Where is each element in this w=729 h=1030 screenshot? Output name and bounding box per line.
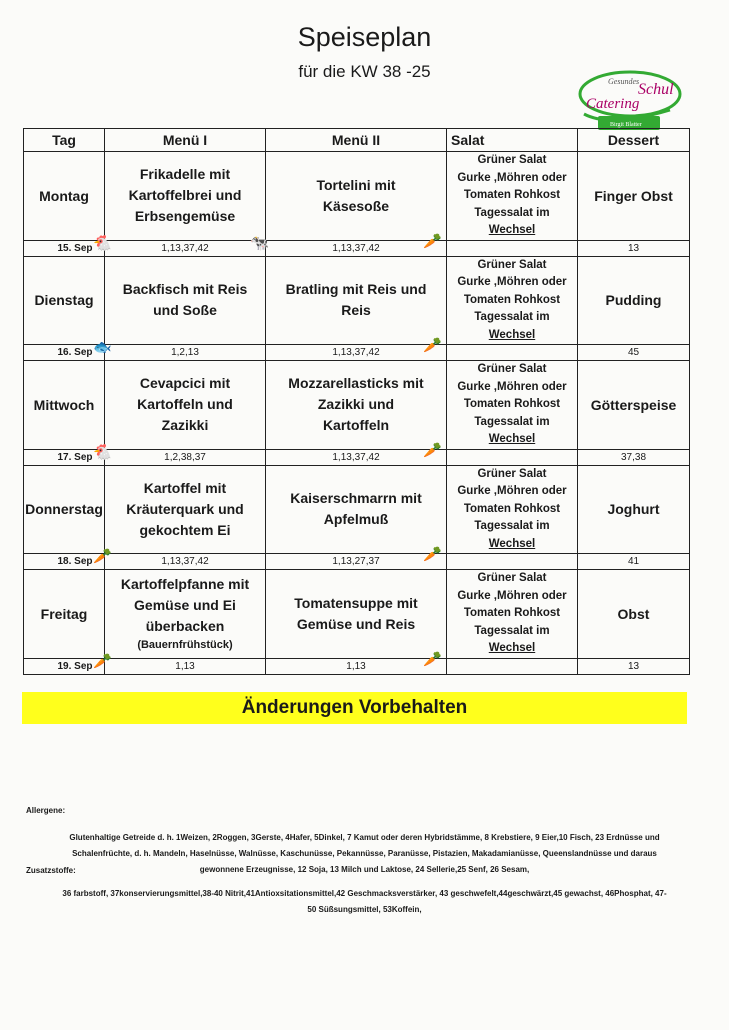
salat-cell [447, 570, 578, 659]
column-header-menu1: Menü I [105, 129, 266, 152]
dessert-cell: Joghurt [578, 465, 690, 554]
salat-line: Tomaten Rohkost [463, 293, 561, 306]
table-row [24, 465, 690, 554]
menu2-codes: 1,13 [266, 658, 447, 674]
logo-bottom-text: Birgit Blatter [610, 122, 642, 128]
chicken-icon: 🐔 [93, 443, 112, 461]
menu1-line: und Soße [153, 302, 217, 319]
date-cell: 17. Sep [24, 449, 105, 465]
salat-cell [447, 152, 578, 241]
menu1-line: überbacken [145, 618, 225, 635]
salat-line: Tomaten Rohkost [463, 398, 561, 410]
salat-line: Grüner Salat [477, 467, 547, 480]
menu1-codes: 1,13,37,42 [105, 554, 266, 570]
vegetable-icon: 🥕 [423, 441, 442, 459]
menu1-line: Kartoffel mit [143, 479, 227, 496]
salat-line: Tagessalat im [474, 311, 550, 323]
zusatz-label: Zusatzstoffe: [26, 866, 76, 875]
menu2-codes: 1,13,37,42 [266, 345, 447, 361]
menu-table [23, 128, 690, 675]
day-cell: Mittwoch [24, 361, 105, 450]
vegetable-icon: 🥕 [423, 232, 442, 250]
page-title: Speiseplan [297, 22, 432, 52]
vegetable-icon: 🥕 [93, 652, 112, 670]
salat-line: Tagessalat im [474, 624, 550, 637]
allergen-code-row [24, 554, 690, 570]
menu1-codes: 1,13,37,42 [105, 240, 266, 256]
menu2-line: Kartoffeln [322, 417, 390, 434]
column-header-menu2: Menü II [266, 129, 447, 152]
menu1-line: Kartoffelbrei und [128, 187, 242, 204]
salat-line: Grüner Salat [477, 154, 547, 166]
allergene-label: Allergene: [26, 806, 66, 815]
menu2-line: Reis [341, 302, 371, 319]
salat-line: Tagessalat im [474, 415, 550, 428]
menu2-line: Apfelmuß [323, 511, 389, 528]
menu1-line: Gemüse und Ei [134, 597, 236, 614]
dessert-codes: 41 [578, 554, 690, 570]
salat-line: Tomaten Rohkost [463, 607, 561, 619]
salat-line: Tagessalat im [474, 520, 550, 532]
salat-line: Wechsel [488, 642, 536, 654]
salat-line: Wechsel [488, 433, 536, 445]
menu2-line: Mozzarellasticks mit [288, 375, 424, 392]
salat-line: Tomaten Rohkost [463, 189, 561, 201]
menu1-codes: 1,2,13 [105, 345, 266, 361]
salat-line: Wechsel [488, 224, 536, 236]
menu2-line: Tomatensuppe mit [294, 594, 418, 611]
logo-main-text: Schul [638, 81, 674, 98]
menu1-line: Kartoffeln und [137, 396, 233, 413]
salat-codes [447, 658, 578, 674]
menu2-line: Käsesoße [322, 197, 390, 214]
menu2-codes: 1,13,37,42 [266, 449, 447, 465]
dessert-codes: 37,38 [578, 449, 690, 465]
date-cell: 18. Sep [24, 554, 105, 570]
menu1-line: Backfisch mit Reis [122, 281, 248, 298]
salat-codes [447, 345, 578, 361]
menu1-line: Kartoffelpfanne mit [120, 576, 250, 593]
allergen-code-row [24, 240, 690, 256]
menu2-codes: 1,13,37,42 [266, 240, 447, 256]
chicken-icon: 🐔 [93, 234, 112, 252]
allergen-code-row [24, 449, 690, 465]
date-cell: 19. Sep [24, 658, 105, 674]
salat-line: Grüner Salat [477, 258, 547, 271]
day-cell: Freitag [24, 570, 105, 659]
page-subtitle: für die KW 38 -25 [298, 62, 431, 81]
date-cell: 16. Sep [24, 345, 105, 361]
menu2-line: Bratling mit Reis und [285, 281, 427, 298]
zusatz-line-2: 50 Süßsungsmittel, 53Koffein, [307, 905, 422, 914]
menu1-line: Cevapcici mit [139, 375, 231, 392]
salat-codes [447, 449, 578, 465]
menu1-line: gekochtem Ei [139, 521, 231, 538]
salat-line: Gurke ,Möhren oder [457, 589, 567, 602]
menu1-codes: 1,13 [105, 658, 266, 674]
day-cell: Donnerstag [24, 465, 105, 554]
vegetable-icon: 🥕 [423, 337, 442, 354]
menu1-line: Erbsengemüse [134, 208, 236, 225]
table-header-row [24, 129, 690, 152]
salat-line: Gurke ,Möhren oder [457, 485, 567, 497]
salat-line: Gurke ,Möhren oder [457, 380, 567, 393]
salat-cell [447, 361, 578, 450]
fish-icon: 🐟 [93, 339, 112, 356]
vegetable-icon: 🥕 [93, 548, 112, 565]
salat-cell [447, 465, 578, 554]
table-row [24, 152, 690, 241]
dessert-codes: 45 [578, 345, 690, 361]
logo-main-text-2: Catering [586, 96, 640, 112]
menu1-note: (Bauernfrühstück) [137, 639, 233, 652]
dessert-cell: Pudding [578, 256, 690, 345]
date-cell: 15. Sep [24, 240, 105, 256]
menu2-line: Zazikki und [317, 396, 395, 413]
allergen-code-row [24, 658, 690, 674]
vegetable-icon: 🥕 [423, 546, 442, 563]
allergene-line-1: Glutenhaltige Getreide d. h. 1Weizen, 2Roggen, 3Gerste, 4Hafer, 5Dinkel, 7 Kamut oder deren Hybridstämme, 8 Krebstiere, 9 Eier,10 Fisch, 23 Erdnüsse und [69, 833, 660, 842]
salat-line: Wechsel [488, 537, 536, 550]
table-row [24, 570, 690, 659]
dessert-codes: 13 [578, 658, 690, 674]
dessert-cell: Finger Obst [578, 152, 690, 241]
dessert-cell: Obst [578, 570, 690, 659]
menu2-codes: 1,13,27,37 [266, 554, 447, 570]
logo-top-text: Gesundes [608, 77, 640, 86]
column-header-day: Tag [24, 129, 105, 152]
salat-line: Gurke ,Möhren oder [457, 171, 567, 184]
salat-line: Tagessalat im [474, 206, 550, 219]
salat-line: Wechsel [488, 328, 536, 341]
menu2-line: Gemüse und Reis [296, 615, 416, 632]
catering-logo [570, 64, 688, 132]
cow-icon: 🐄 [250, 234, 269, 252]
menu1-line: Kräuterquark und [126, 500, 244, 517]
salat-codes [447, 554, 578, 570]
zusatz-line-1: 36 farbstoff, 37konservierungsmittel,38-40 Nitrit,41Antioxsitationsmittel,42 Geschmacksverstärker, 43 geschwefelt,44geschwärzt,45 gewachst, 46Phosphat, 47- [62, 889, 667, 898]
salat-line: Tomaten Rohkost [463, 502, 561, 515]
vegetable-icon: 🥕 [423, 650, 442, 668]
menu1-codes: 1,2,38,37 [105, 449, 266, 465]
column-header-dessert: Dessert [578, 129, 690, 152]
day-cell: Montag [24, 152, 105, 241]
allergen-code-row [24, 345, 690, 361]
menu1-line: Frikadelle mit [139, 166, 231, 183]
table-row [24, 256, 690, 345]
table-row [24, 361, 690, 450]
menu2-line: Kaiserschmarrn mit [290, 490, 422, 507]
salat-cell [447, 256, 578, 345]
day-cell: Dienstag [24, 256, 105, 345]
changes-reserved-banner: Änderungen Vorbehalten [22, 692, 687, 724]
allergene-line-2: Schalenfrüchte, d. h. Mandeln, Haselnüsse, Walnüsse, Kaschunüsse, Pekannüsse, Paranüsse, Pistazien, Makadamianüsse, Queenslandnüsse und daraus [72, 849, 657, 858]
dessert-cell: Götterspeise [578, 361, 690, 450]
allergene-line-3: gewonnene Erzeugnisse, 12 Soja, 13 Milch und Laktose, 24 Sellerie,25 Senf, 26 Sesam, [199, 865, 530, 874]
salat-line: Grüner Salat [477, 363, 547, 375]
salat-line: Grüner Salat [477, 572, 547, 584]
menu2-line: Tortelini mit [316, 176, 396, 193]
column-header-salat: Salat [447, 129, 578, 152]
salat-line: Gurke ,Möhren oder [457, 276, 567, 288]
salat-codes [447, 240, 578, 256]
menu1-line: Zazikki [161, 417, 209, 434]
dessert-codes: 13 [578, 240, 690, 256]
